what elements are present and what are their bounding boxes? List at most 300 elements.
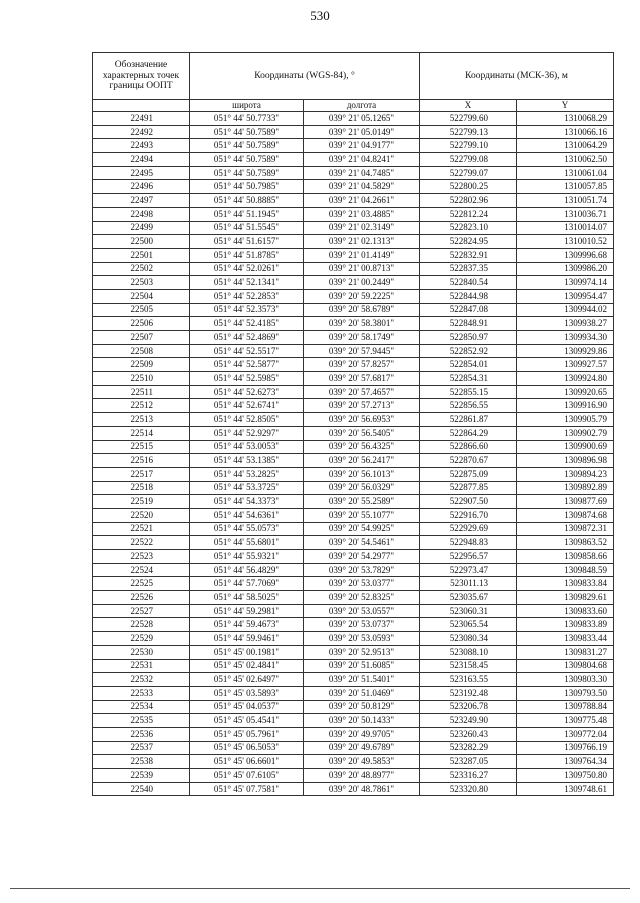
- latitude-cell: 051° 44' 52.3573": [190, 303, 304, 317]
- latitude-cell: 051° 45' 02.6497": [190, 673, 304, 687]
- longitude-cell: 039° 20' 53.0377": [304, 577, 420, 591]
- y-cell: 1310036.71: [517, 207, 614, 221]
- table-row: [93, 536, 614, 550]
- latitude-cell: 051° 44' 51.6157": [190, 235, 304, 249]
- table-row: [93, 659, 614, 673]
- point-id-cell: 22497: [93, 194, 190, 208]
- x-cell: 523260.43: [420, 727, 517, 741]
- point-id-cell: 22498: [93, 207, 190, 221]
- point-id-cell: 22529: [93, 632, 190, 646]
- longitude-cell: 039° 21' 04.8241": [304, 153, 420, 167]
- longitude-cell: 039° 21' 02.1313": [304, 235, 420, 249]
- table-row: [93, 139, 614, 153]
- y-cell: 1310062.50: [517, 153, 614, 167]
- table-row: [93, 741, 614, 755]
- longitude-cell: 039° 21' 04.7485": [304, 166, 420, 180]
- y-cell: 1309848.59: [517, 563, 614, 577]
- table-row: [93, 618, 614, 632]
- longitude-cell: 039° 20' 56.4325": [304, 440, 420, 454]
- x-cell: 522847.08: [420, 303, 517, 317]
- point-id-cell: 22500: [93, 235, 190, 249]
- x-cell: 522850.97: [420, 331, 517, 345]
- latitude-cell: 051° 44' 53.2825": [190, 467, 304, 481]
- table-row: [93, 782, 614, 796]
- latitude-cell: 051° 44' 55.9321": [190, 550, 304, 564]
- x-cell: 522870.67: [420, 454, 517, 468]
- y-cell: 1309894.23: [517, 467, 614, 481]
- longitude-cell: 039° 20' 58.3801": [304, 317, 420, 331]
- point-id-cell: 22502: [93, 262, 190, 276]
- longitude-cell: 039° 21' 00.2449": [304, 276, 420, 290]
- y-cell: 1310014.07: [517, 221, 614, 235]
- x-cell: 523011.13: [420, 577, 517, 591]
- latitude-cell: 051° 44' 59.9461": [190, 632, 304, 646]
- point-id-cell: 22516: [93, 454, 190, 468]
- point-id-cell: 22504: [93, 289, 190, 303]
- table-row: [93, 207, 614, 221]
- point-id-cell: 22501: [93, 248, 190, 262]
- y-cell: 1309804.68: [517, 659, 614, 673]
- table-row: [93, 440, 614, 454]
- point-id-cell: 22533: [93, 686, 190, 700]
- table-row: [93, 358, 614, 372]
- x-cell: 523192.48: [420, 686, 517, 700]
- y-cell: 1309944.02: [517, 303, 614, 317]
- point-id-cell: 22534: [93, 700, 190, 714]
- latitude-cell: 051° 44' 56.4829": [190, 563, 304, 577]
- x-cell: 522799.10: [420, 139, 517, 153]
- latitude-cell: 051° 44' 53.1385": [190, 454, 304, 468]
- table-row: [93, 344, 614, 358]
- x-cell: 522866.60: [420, 440, 517, 454]
- y-cell: 1309831.27: [517, 645, 614, 659]
- x-cell: 522861.87: [420, 413, 517, 427]
- point-id-cell: 22535: [93, 714, 190, 728]
- y-cell: 1309929.86: [517, 344, 614, 358]
- y-cell: 1309793.50: [517, 686, 614, 700]
- point-id-cell: 22536: [93, 727, 190, 741]
- longitude-cell: 039° 20' 53.0737": [304, 618, 420, 632]
- longitude-cell: 039° 21' 01.4149": [304, 248, 420, 262]
- longitude-cell: 039° 20' 57.4657": [304, 385, 420, 399]
- table-row: [93, 686, 614, 700]
- point-id-cell: 22495: [93, 166, 190, 180]
- point-id-cell: 22499: [93, 221, 190, 235]
- header-x: X: [420, 100, 517, 112]
- y-cell: 1309892.89: [517, 481, 614, 495]
- latitude-cell: 051° 44' 52.2853": [190, 289, 304, 303]
- point-id-cell: 22531: [93, 659, 190, 673]
- point-id-cell: 22532: [93, 673, 190, 687]
- longitude-cell: 039° 20' 49.6789": [304, 741, 420, 755]
- y-cell: 1310064.29: [517, 139, 614, 153]
- latitude-cell: 051° 45' 05.7961": [190, 727, 304, 741]
- y-cell: 1309833.89: [517, 618, 614, 632]
- y-cell: 1309863.52: [517, 536, 614, 550]
- x-cell: 522854.01: [420, 358, 517, 372]
- table-row: [93, 289, 614, 303]
- y-cell: 1309877.69: [517, 495, 614, 509]
- latitude-cell: 051° 44' 52.8505": [190, 413, 304, 427]
- x-cell: 522916.70: [420, 508, 517, 522]
- point-id-cell: 22509: [93, 358, 190, 372]
- x-cell: 522837.35: [420, 262, 517, 276]
- y-cell: 1309872.31: [517, 522, 614, 536]
- longitude-cell: 039° 21' 02.3149": [304, 221, 420, 235]
- header-longitude: долгота: [304, 100, 420, 112]
- table-row: [93, 727, 614, 741]
- header-wgs84: Координаты (WGS-84), °: [190, 53, 420, 100]
- longitude-cell: 039° 20' 54.5461": [304, 536, 420, 550]
- point-id-cell: 22537: [93, 741, 190, 755]
- longitude-cell: 039° 20' 55.2589": [304, 495, 420, 509]
- longitude-cell: 039° 20' 58.1749": [304, 331, 420, 345]
- x-cell: 522864.29: [420, 426, 517, 440]
- point-id-cell: 22491: [93, 112, 190, 126]
- table-row: [93, 577, 614, 591]
- table-row: [93, 248, 614, 262]
- point-id-cell: 22540: [93, 782, 190, 796]
- x-cell: 522973.47: [420, 563, 517, 577]
- longitude-cell: 039° 21' 03.4885": [304, 207, 420, 221]
- table-row: [93, 331, 614, 345]
- x-cell: 523287.05: [420, 755, 517, 769]
- longitude-cell: 039° 20' 56.6953": [304, 413, 420, 427]
- table-row: [93, 276, 614, 290]
- y-cell: 1309974.14: [517, 276, 614, 290]
- table-row: [93, 372, 614, 386]
- point-id-cell: 22530: [93, 645, 190, 659]
- longitude-cell: 039° 20' 50.1433": [304, 714, 420, 728]
- latitude-cell: 051° 44' 55.6801": [190, 536, 304, 550]
- table-row: [93, 426, 614, 440]
- latitude-cell: 051° 45' 06.5053": [190, 741, 304, 755]
- table-row: [93, 700, 614, 714]
- point-id-cell: 22526: [93, 591, 190, 605]
- latitude-cell: 051° 44' 50.7985": [190, 180, 304, 194]
- y-cell: 1309905.79: [517, 413, 614, 427]
- header-latitude: широта: [190, 100, 304, 112]
- y-cell: 1309833.60: [517, 604, 614, 618]
- latitude-cell: 051° 45' 03.5893": [190, 686, 304, 700]
- table-row: [93, 385, 614, 399]
- point-id-cell: 22527: [93, 604, 190, 618]
- table-row: [93, 563, 614, 577]
- longitude-cell: 039° 20' 57.8257": [304, 358, 420, 372]
- x-cell: 523060.31: [420, 604, 517, 618]
- longitude-cell: 039° 20' 55.1077": [304, 508, 420, 522]
- longitude-cell: 039° 20' 52.9513": [304, 645, 420, 659]
- longitude-cell: 039° 21' 04.5829": [304, 180, 420, 194]
- latitude-cell: 051° 44' 52.5877": [190, 358, 304, 372]
- x-cell: 522877.85: [420, 481, 517, 495]
- x-cell: 522799.60: [420, 112, 517, 126]
- x-cell: 523282.29: [420, 741, 517, 755]
- latitude-cell: 051° 44' 57.7069": [190, 577, 304, 591]
- y-cell: 1310068.29: [517, 112, 614, 126]
- table-row: [93, 235, 614, 249]
- point-id-cell: 22511: [93, 385, 190, 399]
- y-cell: 1309829.61: [517, 591, 614, 605]
- longitude-cell: 039° 20' 56.0329": [304, 481, 420, 495]
- x-cell: 523320.80: [420, 782, 517, 796]
- longitude-cell: 039° 20' 48.8977": [304, 769, 420, 783]
- table-row: [93, 166, 614, 180]
- latitude-cell: 051° 44' 50.7589": [190, 166, 304, 180]
- latitude-cell: 051° 44' 51.5545": [190, 221, 304, 235]
- table-row: [93, 632, 614, 646]
- latitude-cell: 051° 44' 59.2981": [190, 604, 304, 618]
- point-id-cell: 22518: [93, 481, 190, 495]
- point-id-cell: 22496: [93, 180, 190, 194]
- y-cell: 1309927.57: [517, 358, 614, 372]
- x-cell: 523206.78: [420, 700, 517, 714]
- longitude-cell: 039° 21' 04.9177": [304, 139, 420, 153]
- x-cell: 522799.07: [420, 166, 517, 180]
- latitude-cell: 051° 44' 52.0261": [190, 262, 304, 276]
- x-cell: 522800.25: [420, 180, 517, 194]
- header-msk36: Координаты (МСК-36), м: [420, 53, 614, 100]
- y-cell: 1309902.79: [517, 426, 614, 440]
- latitude-cell: 051° 44' 52.6741": [190, 399, 304, 413]
- y-cell: 1310010.52: [517, 235, 614, 249]
- y-cell: 1309938.27: [517, 317, 614, 331]
- longitude-cell: 039° 21' 04.2661": [304, 194, 420, 208]
- x-cell: 522824.95: [420, 235, 517, 249]
- x-cell: 522799.08: [420, 153, 517, 167]
- latitude-cell: 051° 44' 51.8785": [190, 248, 304, 262]
- table-body: [93, 112, 614, 796]
- table-row: [93, 755, 614, 769]
- point-id-cell: 22515: [93, 440, 190, 454]
- longitude-cell: 039° 20' 54.9925": [304, 522, 420, 536]
- y-cell: 1309788.84: [517, 700, 614, 714]
- y-cell: 1309986.20: [517, 262, 614, 276]
- longitude-cell: 039° 20' 56.2417": [304, 454, 420, 468]
- table-row: [93, 467, 614, 481]
- y-cell: 1309858.66: [517, 550, 614, 564]
- latitude-cell: 051° 44' 53.3725": [190, 481, 304, 495]
- latitude-cell: 051° 45' 07.7581": [190, 782, 304, 796]
- x-cell: 523249.90: [420, 714, 517, 728]
- longitude-cell: 039° 20' 56.1013": [304, 467, 420, 481]
- longitude-cell: 039° 20' 53.0593": [304, 632, 420, 646]
- y-cell: 1309934.30: [517, 331, 614, 345]
- point-id-cell: 22539: [93, 769, 190, 783]
- x-cell: 522855.15: [420, 385, 517, 399]
- point-id-cell: 22523: [93, 550, 190, 564]
- latitude-cell: 051° 45' 07.6105": [190, 769, 304, 783]
- longitude-cell: 039° 20' 51.0469": [304, 686, 420, 700]
- y-cell: 1309833.44: [517, 632, 614, 646]
- table-row: [93, 125, 614, 139]
- table-row: [93, 769, 614, 783]
- point-id-cell: 22492: [93, 125, 190, 139]
- latitude-cell: 051° 44' 52.5985": [190, 372, 304, 386]
- x-cell: 522812.24: [420, 207, 517, 221]
- longitude-cell: 039° 20' 59.2225": [304, 289, 420, 303]
- y-cell: 1309748.61: [517, 782, 614, 796]
- x-cell: 522948.83: [420, 536, 517, 550]
- header-point-designation: Обозначение характерных точек границы ООПТ: [93, 53, 190, 100]
- point-id-cell: 22524: [93, 563, 190, 577]
- y-cell: 1310061.04: [517, 166, 614, 180]
- point-id-cell: 22505: [93, 303, 190, 317]
- latitude-cell: 051° 44' 55.0573": [190, 522, 304, 536]
- bottom-rule: [10, 888, 630, 889]
- y-cell: 1309833.84: [517, 577, 614, 591]
- y-cell: 1309766.19: [517, 741, 614, 755]
- latitude-cell: 051° 44' 50.7589": [190, 153, 304, 167]
- y-cell: 1309775.48: [517, 714, 614, 728]
- point-id-cell: 22517: [93, 467, 190, 481]
- x-cell: 522854.31: [420, 372, 517, 386]
- y-cell: 1309896.98: [517, 454, 614, 468]
- y-cell: 1309874.68: [517, 508, 614, 522]
- latitude-cell: 051° 44' 54.6361": [190, 508, 304, 522]
- point-id-cell: 22506: [93, 317, 190, 331]
- y-cell: 1309803.30: [517, 673, 614, 687]
- y-cell: 1309954.47: [517, 289, 614, 303]
- point-id-cell: 22503: [93, 276, 190, 290]
- x-cell: 522929.69: [420, 522, 517, 536]
- latitude-cell: 051° 44' 59.4673": [190, 618, 304, 632]
- x-cell: 523080.34: [420, 632, 517, 646]
- longitude-cell: 039° 20' 51.6085": [304, 659, 420, 673]
- latitude-cell: 051° 45' 05.4541": [190, 714, 304, 728]
- table-row: [93, 262, 614, 276]
- x-cell: 522799.13: [420, 125, 517, 139]
- point-id-cell: 22519: [93, 495, 190, 509]
- longitude-cell: 039° 20' 53.7829": [304, 563, 420, 577]
- table-row: [93, 645, 614, 659]
- y-cell: 1310051.74: [517, 194, 614, 208]
- y-cell: 1309900.69: [517, 440, 614, 454]
- y-cell: 1309996.68: [517, 248, 614, 262]
- x-cell: 522802.96: [420, 194, 517, 208]
- latitude-cell: 051° 44' 51.1945": [190, 207, 304, 221]
- table-row: [93, 180, 614, 194]
- coordinates-table: [92, 52, 614, 796]
- x-cell: 523035.67: [420, 591, 517, 605]
- longitude-cell: 039° 20' 51.5401": [304, 673, 420, 687]
- table-row: [93, 317, 614, 331]
- table-row: [93, 112, 614, 126]
- x-cell: 522823.10: [420, 221, 517, 235]
- longitude-cell: 039° 20' 49.9705": [304, 727, 420, 741]
- point-id-cell: 22493: [93, 139, 190, 153]
- point-id-cell: 22494: [93, 153, 190, 167]
- y-cell: 1309924.80: [517, 372, 614, 386]
- point-id-cell: 22510: [93, 372, 190, 386]
- y-cell: 1309764.34: [517, 755, 614, 769]
- x-cell: 523316.27: [420, 769, 517, 783]
- table-row: [93, 413, 614, 427]
- latitude-cell: 051° 44' 50.7589": [190, 139, 304, 153]
- latitude-cell: 051° 44' 52.5517": [190, 344, 304, 358]
- x-cell: 523065.54: [420, 618, 517, 632]
- table-row: [93, 522, 614, 536]
- y-cell: 1309920.65: [517, 385, 614, 399]
- longitude-cell: 039° 21' 05.0149": [304, 125, 420, 139]
- longitude-cell: 039° 21' 00.8713": [304, 262, 420, 276]
- latitude-cell: 051° 44' 58.5025": [190, 591, 304, 605]
- latitude-cell: 051° 45' 00.1981": [190, 645, 304, 659]
- table-row: [93, 495, 614, 509]
- point-id-cell: 22521: [93, 522, 190, 536]
- point-id-cell: 22528: [93, 618, 190, 632]
- x-cell: 522875.09: [420, 467, 517, 481]
- latitude-cell: 051° 44' 53.0053": [190, 440, 304, 454]
- table-row: [93, 591, 614, 605]
- y-cell: 1309750.80: [517, 769, 614, 783]
- latitude-cell: 051° 45' 06.6601": [190, 755, 304, 769]
- table-row: [93, 454, 614, 468]
- latitude-cell: 051° 44' 52.6273": [190, 385, 304, 399]
- point-id-cell: 22513: [93, 413, 190, 427]
- latitude-cell: 051° 44' 50.8885": [190, 194, 304, 208]
- point-id-cell: 22507: [93, 331, 190, 345]
- table-row: [93, 550, 614, 564]
- point-id-cell: 22522: [93, 536, 190, 550]
- longitude-cell: 039° 20' 49.5853": [304, 755, 420, 769]
- y-cell: 1310066.16: [517, 125, 614, 139]
- latitude-cell: 051° 44' 50.7733": [190, 112, 304, 126]
- x-cell: 522832.91: [420, 248, 517, 262]
- table-row: [93, 153, 614, 167]
- point-id-cell: 22508: [93, 344, 190, 358]
- x-cell: 522907.50: [420, 495, 517, 509]
- latitude-cell: 051° 44' 50.7589": [190, 125, 304, 139]
- longitude-cell: 039° 20' 53.0557": [304, 604, 420, 618]
- point-id-cell: 22514: [93, 426, 190, 440]
- x-cell: 522852.92: [420, 344, 517, 358]
- y-cell: 1309916.90: [517, 399, 614, 413]
- latitude-cell: 051° 45' 02.4841": [190, 659, 304, 673]
- latitude-cell: 051° 44' 54.3373": [190, 495, 304, 509]
- latitude-cell: 051° 45' 04.0537": [190, 700, 304, 714]
- longitude-cell: 039° 20' 56.5405": [304, 426, 420, 440]
- x-cell: 523088.10: [420, 645, 517, 659]
- longitude-cell: 039° 20' 57.9445": [304, 344, 420, 358]
- x-cell: 522956.57: [420, 550, 517, 564]
- latitude-cell: 051° 44' 52.4869": [190, 331, 304, 345]
- table-row: [93, 508, 614, 522]
- header-empty: [93, 100, 190, 112]
- x-cell: 522856.55: [420, 399, 517, 413]
- point-id-cell: 22512: [93, 399, 190, 413]
- table-row: [93, 303, 614, 317]
- point-id-cell: 22525: [93, 577, 190, 591]
- y-cell: 1310057.85: [517, 180, 614, 194]
- longitude-cell: 039° 20' 58.6789": [304, 303, 420, 317]
- x-cell: 522848.91: [420, 317, 517, 331]
- table-row: [93, 194, 614, 208]
- point-id-cell: 22538: [93, 755, 190, 769]
- header-y: Y: [517, 100, 614, 112]
- longitude-cell: 039° 20' 57.6817": [304, 372, 420, 386]
- table-row: [93, 714, 614, 728]
- y-cell: 1309772.04: [517, 727, 614, 741]
- longitude-cell: 039° 20' 48.7861": [304, 782, 420, 796]
- table-row: [93, 673, 614, 687]
- latitude-cell: 051° 44' 52.9297": [190, 426, 304, 440]
- x-cell: 523163.55: [420, 673, 517, 687]
- latitude-cell: 051° 44' 52.1341": [190, 276, 304, 290]
- table-row: [93, 604, 614, 618]
- table-row: [93, 481, 614, 495]
- longitude-cell: 039° 20' 57.2713": [304, 399, 420, 413]
